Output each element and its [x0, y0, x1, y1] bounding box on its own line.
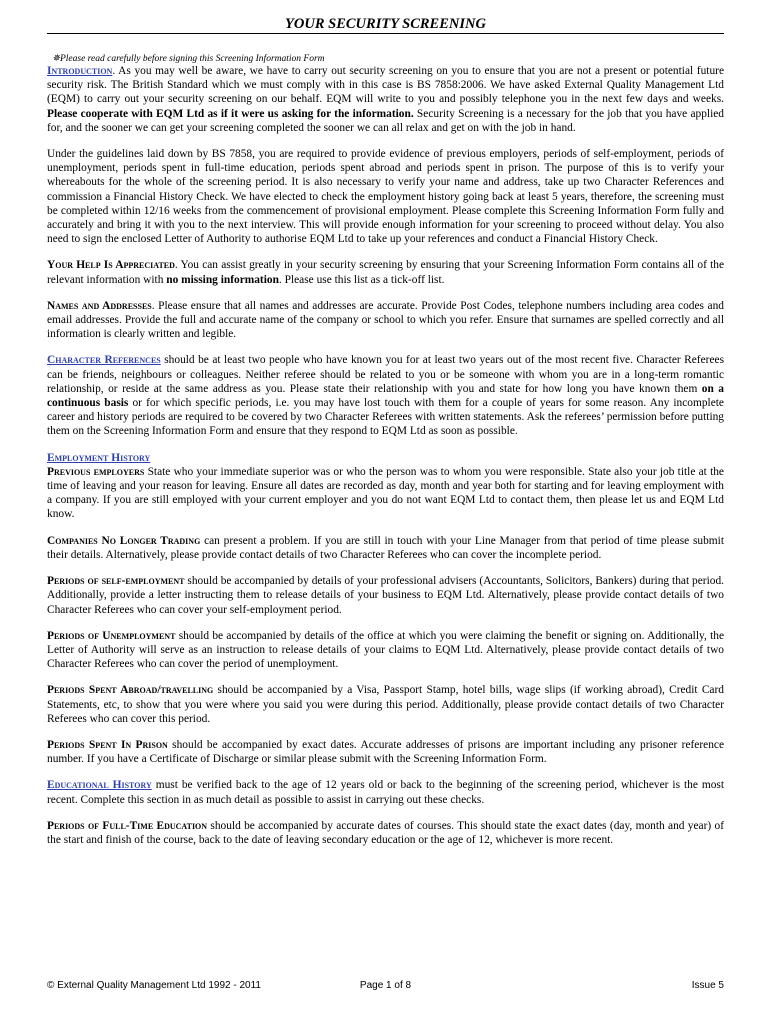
- abroad-text: should be accompanied by a Visa, Passport Stamp, hotel bills, wage slips (if working abroad), Credit Card Statements, etc, to show that you were where you said you were during this period. Additionally, please provide contact details of two Character Referees who can cover this period.: [47, 684, 724, 725]
- employment-history-link[interactable]: Employment History: [47, 451, 151, 464]
- educational-history-link[interactable]: Educational History: [47, 779, 152, 792]
- abroad-heading: Periods Spent Abroad/travelling: [47, 684, 214, 697]
- instruction-note-text: Please read carefully before signing this Screening Information Form: [59, 54, 325, 64]
- footer-copyright: © External Quality Management Ltd 1992 - 2011: [47, 980, 261, 991]
- help-text-end: . Please use this list as a tick-off list.: [278, 273, 445, 286]
- employment-paragraph: [47, 465, 724, 522]
- names-heading: Names and Addresses: [47, 299, 152, 312]
- self-employment-paragraph: [47, 574, 724, 617]
- introduction-heading-link[interactable]: Introduction: [47, 65, 113, 77]
- guidelines-paragraph: Under the guidelines laid down by BS 7858, you are required to provide evidence of previous employers, periods of self-employment, periods of unemployment, periods spent in full-time education, periods spent abroad and periods spent in prison. The purpose of this is to verify your whereabouts for the whole of the screening period. It is also necessary to verify your name and address, take up two Character References and commission a Financial History Check. We have elected to check the employment history going back at least 5 years, therefore, the screening must be completed within 12/16 weeks from the commencement of provisional employment. Please complete this Screening Information Form fully and accurately and bring it with you to the next interview. This will provide enough information for your screening to proceed without delay. You also need to sign the enclosed Letter of Authority to authorise EQM Ltd to take up your references and conduct a Financial History Check.: [47, 148, 724, 246]
- document-body: [47, 64, 724, 859]
- unemployment-paragraph: [47, 629, 724, 672]
- unemployment-heading: Periods of Unemployment: [47, 629, 176, 642]
- character-text-end: or for which specific periods, i.e. you may have lost touch with them for a couple of years for some reason. Any incomplete career and history periods are required to be covered by two Character Referees with written statements. Ask the referees’ permission before putting them on the Screening Information Form and ensure that they respond to EQM Ltd as soon as possible.: [47, 397, 724, 438]
- intro-paragraph: [47, 64, 724, 135]
- names-text: . Please ensure that all names and addresses are accurate. Provide Post Codes, telephone numbers including area codes and email addresses. Provide the full and accurate name of the company or school to which you refer. Ensure that surnames are spelled correctly and all information is clearly written and legible.: [47, 299, 724, 341]
- employment-text: State who your immediate superior was or who the person was to whom you were responsible. State also your job title at the time of leaving and your reason for leaving. Ensure all dates are recorded as day, month and year both for starting and for leaving employment with a company. If you are still employed with your current employer and you do not want EQM Ltd to contact them, then please let us and EQM Ltd know.: [47, 465, 724, 521]
- education-paragraph: [47, 778, 724, 806]
- instruction-note: ✵Please read carefully before signing this Screening Information Form: [52, 54, 325, 64]
- companies-text: can present a problem. If you are still in touch with your Line Manager from that period of time please submit their details. Alternatively, please provide contact details of two Character Referees who can cover the incomplete period.: [47, 534, 724, 561]
- unemployment-text: should be accompanied by details of the office at which you were claiming the benefit or signing on. Additionally, the Letter of Authority will serve as an instruction to release details of your claims to EQM Ltd. Alternatively, please provide contact details of two Character Referees who can cover the period of unemployment.: [47, 629, 724, 671]
- self-employment-heading: Periods of self-employment: [47, 575, 185, 588]
- character-text: should be at least two people who have known you for at least two years out of the most recent five. Character Referees can be friends, neighbours or colleagues. Neither referee should be related to you or be someone with whom you are in a long-term romantic relationship, or reside at the same address as you. Please state their relationship with you and state for how long you have known them: [47, 354, 724, 395]
- fulltime-education-heading: Periods of Full-Time Education: [47, 819, 208, 832]
- self-employment-text: should be accompanied by details of your professional advisers (Accountants, Solicitors, Bankers) during that period. Additionally, provide a letter instructing them to release details of your business to EQM Ltd. Alternatively, please provide contact details of two Character Referees who can cover your self-employment period.: [47, 575, 724, 616]
- abroad-paragraph: [47, 683, 724, 726]
- intro-bold-text: Please cooperate with EQM Ltd as if it were us asking for the information.: [47, 107, 414, 120]
- prison-paragraph: [47, 738, 724, 766]
- page-title: YOUR SECURITY SCREENING: [47, 15, 724, 34]
- help-bold-text: no missing information: [166, 273, 279, 286]
- page-footer: [47, 979, 724, 993]
- companies-heading: Companies No Longer Trading: [47, 534, 201, 547]
- employment-heading-paragraph: [47, 451, 724, 465]
- companies-paragraph: [47, 534, 724, 562]
- character-bold-text: on a continuous basis: [47, 382, 725, 410]
- previous-employers-heading: Previous employers: [47, 465, 145, 478]
- fulltime-education-paragraph: [47, 819, 724, 847]
- help-heading: Your Help Is Appreciated: [47, 259, 175, 272]
- fulltime-education-text: should be accompanied by accurate dates of courses. This should state the exact dates (day, month and year) of the start and finish of the course, back to the date of leaving secondary education or the age of 12, whichever is more recent.: [47, 819, 724, 846]
- intro-text-end: Security Screening is a necessary for the job that you have applied for, and the sooner we can get your screening completed the sooner we can all relax and get on with the job in hand.: [47, 107, 725, 134]
- character-references-link[interactable]: Character References: [47, 354, 161, 367]
- prison-text: should be accompanied by exact dates. Accurate addresses of prisons are important including any prisoner reference number. If you have a Certificate of Discharge or similar please submit with the Screening Information Form.: [47, 738, 725, 766]
- education-text: must be verified back to the age of 12 years old or back to the beginning of the screening period, whichever is the most recent. Complete this section in as much detail as possible to assist in carrying out these checks.: [47, 779, 724, 806]
- prison-heading: Periods Spent In Prison: [47, 738, 168, 751]
- intro-text: . As you may well be aware, we have to carry out security screening on you to ensure that you are not a present or potential future security risk. The British Standard which we must comply with in this case is BS 7858:2006. We have asked External Quality Management Ltd (EQM) to carry out your security screening on our behalf. EQM will write to you and possibly telephone you in the next few days and weeks.: [47, 65, 724, 106]
- names-paragraph: [47, 299, 724, 342]
- footer-issue: Issue 5: [691, 980, 724, 991]
- help-text: . You can assist greatly in your security screening by ensuring that your Screening Information Form contains all of the relevant information with: [47, 259, 725, 286]
- character-paragraph: [47, 353, 724, 438]
- footer-page-number: Page 1 of 8: [359, 980, 412, 991]
- help-paragraph: [47, 258, 724, 286]
